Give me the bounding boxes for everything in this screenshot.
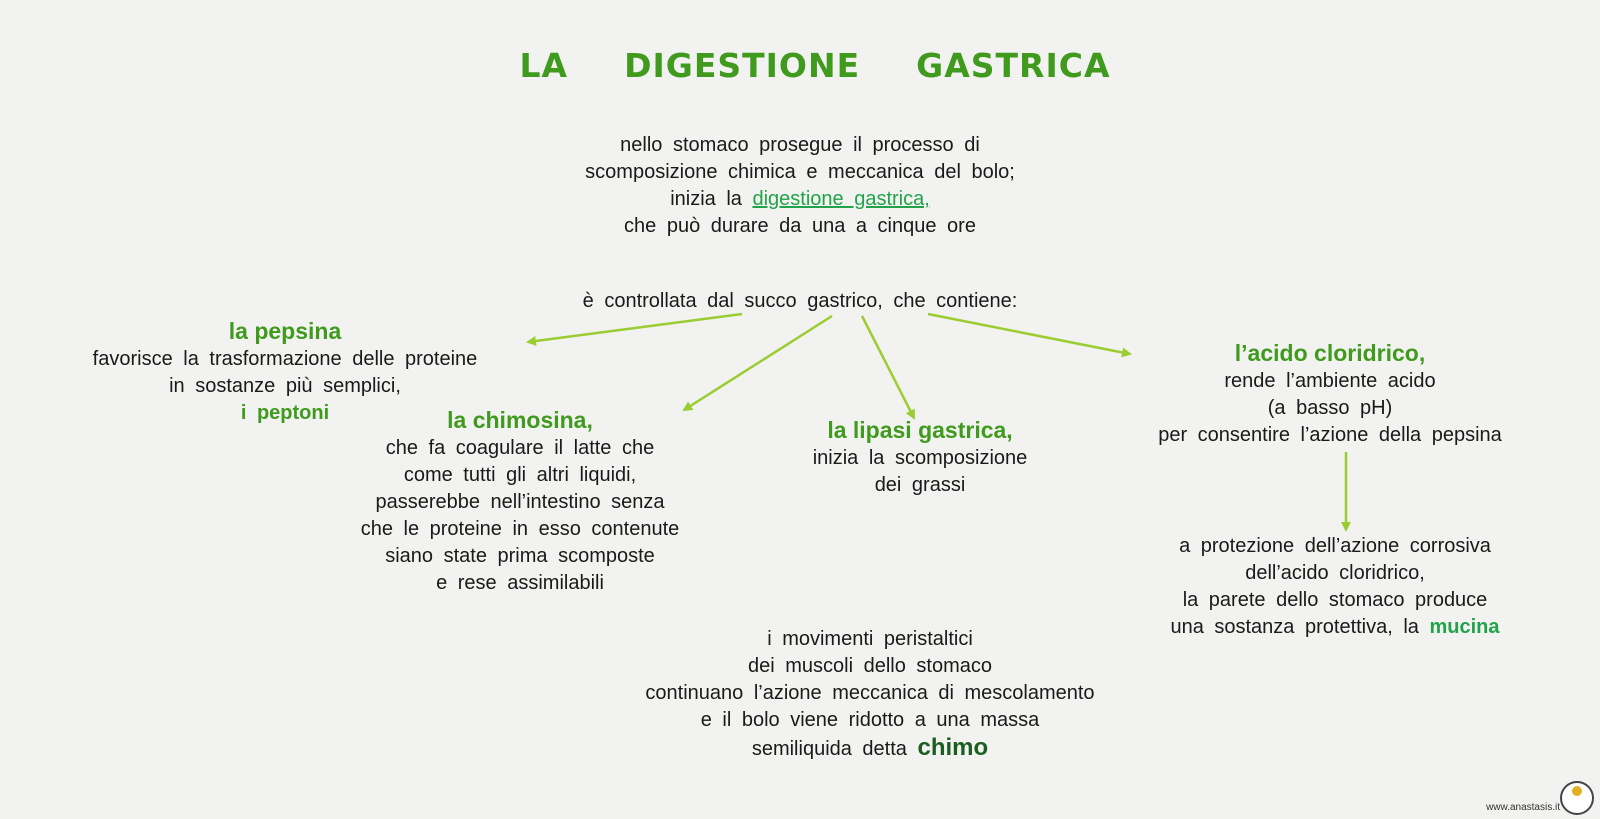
mucina-pre: una sostanza protettiva, la	[1170, 616, 1419, 638]
title-word: LA	[519, 46, 569, 85]
arrow-to-lipasi	[862, 316, 914, 418]
pepsina-line: in sostanze più semplici,	[169, 375, 401, 397]
digestione-link[interactable]: digestione gastrica,	[752, 188, 930, 210]
pepsina-line: favorisce la trasformazione delle proteine	[92, 348, 478, 370]
acido-line: (a basso pH)	[1267, 397, 1393, 419]
lipasi-line: dei grassi	[874, 474, 966, 496]
chimosina-line: passerebbe nell’intestino senza	[375, 491, 665, 513]
movimenti-line: continuano l’azione meccanica di mescolamento	[645, 682, 1095, 704]
intro-block	[500, 132, 1100, 240]
page-title	[400, 46, 1230, 85]
mucina-block	[1110, 533, 1560, 641]
lipasi-heading: la lipasi gastrica,	[827, 417, 1013, 443]
intro-pre: inizia la	[670, 188, 742, 210]
supermappe-logo	[1560, 781, 1594, 815]
mucina-bold: mucina	[1429, 616, 1500, 638]
chimosina-line: che fa coagulare il latte che	[385, 437, 655, 459]
title-word: DIGESTIONE	[624, 46, 861, 85]
controlled-line: è controllata dal succo gastrico, che contiene:	[582, 290, 1018, 312]
chimosina-line: e rese assimilabili	[436, 572, 604, 594]
title-word: GASTRICA	[916, 46, 1111, 85]
movimenti-line	[560, 734, 1180, 763]
mucina-line: dell’acido cloridrico,	[1245, 562, 1425, 584]
movimenti-line: i movimenti peristaltici	[767, 628, 973, 650]
movimenti-block	[560, 626, 1180, 763]
chimosina-heading: la chimosina,	[447, 407, 593, 433]
arrow-to-acido	[928, 314, 1130, 354]
peptoni-highlight: i peptoni	[240, 402, 330, 424]
footer-url[interactable]: www.anastasis.it	[1486, 802, 1560, 813]
acido-line: per consentire l’azione della pepsina	[1158, 424, 1502, 446]
movimenti-line: e il bolo viene ridotto a una massa	[700, 709, 1040, 731]
controlled-text	[500, 288, 1100, 315]
lipasi-block	[770, 415, 1070, 499]
movimenti-pre: semiliquida detta	[751, 738, 907, 760]
mucina-line: a protezione dell’azione corrosiva	[1179, 535, 1491, 557]
chimosina-line: siano state prima scomposte	[385, 545, 655, 567]
arrow-to-chimosina	[684, 316, 832, 410]
chimosina-block	[320, 405, 720, 597]
intro-line: scomposizione chimica e meccanica del bolo;	[585, 161, 1015, 183]
chimosina-line: che le proteine in esso contenute	[360, 518, 680, 540]
chimo-bold: chimo	[917, 734, 989, 761]
mucina-line: la parete dello stomaco produce	[1182, 589, 1488, 611]
pepsina-heading: la pepsina	[228, 318, 342, 344]
acido-heading: l’acido cloridrico,	[1234, 340, 1426, 366]
lipasi-line: inizia la scomposizione	[812, 447, 1028, 469]
chimosina-line: come tutti gli altri liquidi,	[403, 464, 637, 486]
intro-line	[500, 186, 1100, 213]
movimenti-line: dei muscoli dello stomaco	[748, 655, 992, 677]
intro-line: nello stomaco prosegue il processo di	[620, 134, 980, 156]
acido-block	[1110, 338, 1550, 449]
acido-line: rende l’ambiente acido	[1224, 370, 1436, 392]
arrow-to-pepsina	[528, 314, 742, 342]
intro-line: che può durare da una a cinque ore	[624, 215, 976, 237]
